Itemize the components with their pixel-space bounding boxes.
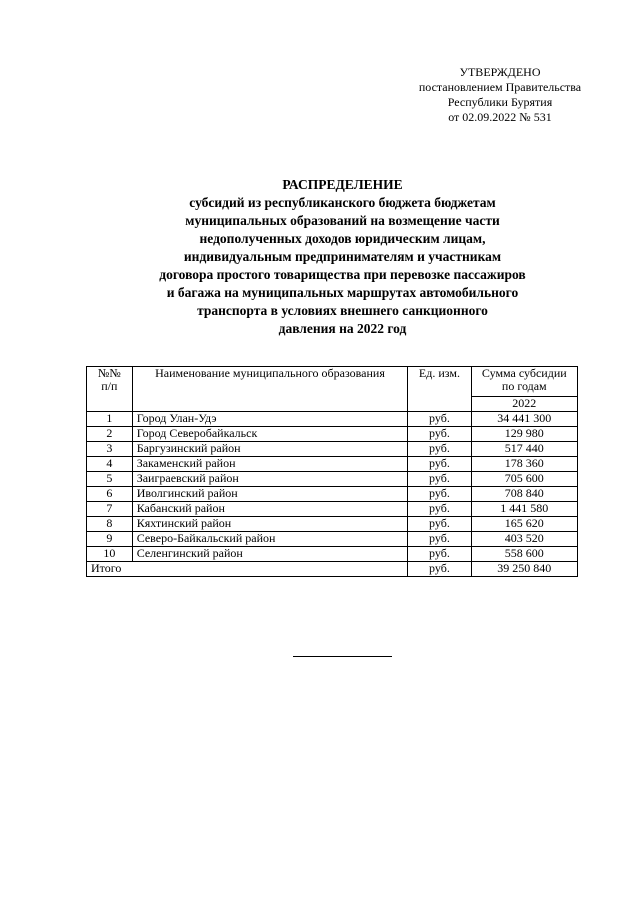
total-row <box>87 562 578 577</box>
row-unit: руб. <box>408 412 471 427</box>
total-sum: 39 250 840 <box>471 562 577 577</box>
table-row <box>87 427 578 442</box>
row-municipality: Заиграевский район <box>132 472 408 487</box>
row-number: 5 <box>87 472 133 487</box>
row-municipality: Северо-Байкальский район <box>132 532 408 547</box>
header-year: 2022 <box>471 397 577 412</box>
title-line: недополученных доходов юридическим лицам, <box>199 231 486 246</box>
total-unit: руб. <box>408 562 471 577</box>
row-number: 10 <box>87 547 133 562</box>
title-line: и багажа на муниципальных маршрутах автомобильного <box>166 285 519 300</box>
row-municipality: Закаменский район <box>132 457 408 472</box>
title-line: договора простого товарищества при перевозке пассажиров <box>159 267 526 282</box>
row-number: 3 <box>87 442 133 457</box>
table-row <box>87 532 578 547</box>
row-sum: 708 840 <box>471 487 577 502</box>
row-unit: руб. <box>408 472 471 487</box>
approval-republic: Республики Бурятия <box>447 95 553 109</box>
row-sum: 165 620 <box>471 517 577 532</box>
table-row <box>87 502 578 517</box>
table-row <box>87 472 578 487</box>
title-line: РАСПРЕДЕЛЕНИЕ <box>282 177 403 192</box>
row-unit: руб. <box>408 427 471 442</box>
header-number-line1: №№ <box>97 366 121 380</box>
row-sum: 517 440 <box>471 442 577 457</box>
header-number <box>87 367 133 412</box>
approval-issuer: постановлением Правительства <box>418 80 582 94</box>
row-number: 8 <box>87 517 133 532</box>
row-number: 1 <box>87 412 133 427</box>
row-number: 2 <box>87 427 133 442</box>
table-row <box>87 547 578 562</box>
row-municipality: Город Улан-Удэ <box>132 412 408 427</box>
row-municipality: Кяхтинский район <box>132 517 408 532</box>
row-unit: руб. <box>408 517 471 532</box>
approval-stamp <box>395 65 605 125</box>
row-unit: руб. <box>408 547 471 562</box>
approval-heading: УТВЕРЖДЕНО <box>459 65 541 79</box>
header-sum-line1: Сумма субсидии <box>481 366 567 380</box>
row-unit: руб. <box>408 532 471 547</box>
header-municipality: Наименование муниципального образования <box>132 367 408 412</box>
table-row <box>87 412 578 427</box>
row-sum: 1 441 580 <box>471 502 577 517</box>
row-number: 9 <box>87 532 133 547</box>
table-header-row <box>87 367 578 397</box>
title-line: субсидий из республиканского бюджета бюджетам <box>189 195 496 210</box>
table-row <box>87 487 578 502</box>
row-number: 4 <box>87 457 133 472</box>
total-label: Итого <box>87 562 408 577</box>
table-row <box>87 442 578 457</box>
row-municipality: Баргузинский район <box>132 442 408 457</box>
row-unit: руб. <box>408 442 471 457</box>
row-sum: 403 520 <box>471 532 577 547</box>
approval-date: от 02.09.2022 № 531 <box>448 110 552 124</box>
row-unit: руб. <box>408 457 471 472</box>
row-municipality: Селенгинский район <box>132 547 408 562</box>
row-sum: 178 360 <box>471 457 577 472</box>
document-title <box>70 176 615 338</box>
row-sum: 558 600 <box>471 547 577 562</box>
title-line: давления на 2022 год <box>278 321 407 336</box>
closing-divider <box>293 656 392 657</box>
row-number: 6 <box>87 487 133 502</box>
title-line: индивидуальным предпринимателям и участникам <box>183 249 502 264</box>
row-municipality: Иволгинский район <box>132 487 408 502</box>
row-sum: 129 980 <box>471 427 577 442</box>
row-unit: руб. <box>408 487 471 502</box>
row-number: 7 <box>87 502 133 517</box>
title-line: муниципальных образований на возмещение части <box>185 213 500 228</box>
header-sum <box>471 367 577 397</box>
subsidy-table <box>86 366 578 577</box>
header-number-line2: п/п <box>101 379 118 393</box>
title-line: транспорта в условиях внешнего санкционного <box>197 303 488 318</box>
row-municipality: Кабанский район <box>132 502 408 517</box>
row-sum: 705 600 <box>471 472 577 487</box>
row-municipality: Город Северобайкальск <box>132 427 408 442</box>
header-unit: Ед. изм. <box>408 367 471 412</box>
row-sum: 34 441 300 <box>471 412 577 427</box>
table-row <box>87 517 578 532</box>
table-row <box>87 457 578 472</box>
header-sum-line2: по годам <box>501 379 547 393</box>
row-unit: руб. <box>408 502 471 517</box>
